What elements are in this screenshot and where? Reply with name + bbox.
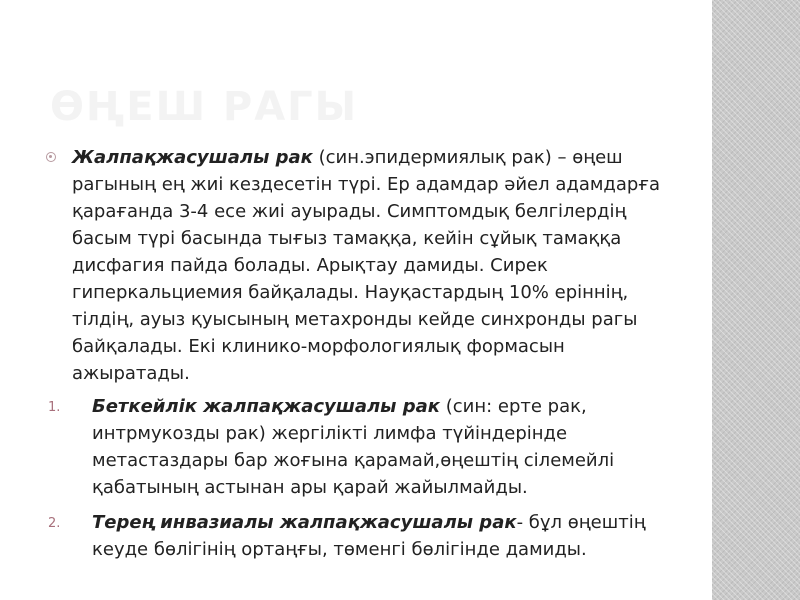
list-item-term: Беткейлік жалпақжасушалы рак xyxy=(92,396,440,417)
slide-title: ӨҢЕШ РАГЫ xyxy=(50,84,359,130)
slide-content xyxy=(46,144,686,571)
numbered-list xyxy=(46,393,686,563)
intro-term: Жалпақжасушалы рак xyxy=(72,147,313,168)
list-item-term: Терең инвазиалы жалпақжасушалы рак xyxy=(92,512,517,533)
list-item xyxy=(46,509,686,563)
list-number: 1. xyxy=(48,400,61,415)
intro-paragraph xyxy=(46,144,686,387)
list-number: 2. xyxy=(48,516,61,531)
bullet-icon xyxy=(46,152,56,162)
intro-text: (син.эпидермиялық рак) – өңеш рагының ең жиі кездесетін түрі. Ер адамдар әйел адамдарға қарағанда 3-4 есе жиі ауырады. Симптомдық белгілердің басым түрі басында тығыз тамаққа, кейін сұйық тамаққа дисфагия пайда болады. Арықтау дамиды. Сирек гиперкальциемия байқалады. Науқастардың 10% ерiннің, тілдің, ауыз қуысының метахронды кейде синхронды рагы байқалады. Екі клинико-морфологиялық формасын ажыратады. xyxy=(72,147,660,384)
list-item-text: (син: ерте рак, интрмукозды рак) жергілікті лимфа түйіндерінде метастаздары бар жоғына қарамай,өңештің сілемейлі қабатының астынан ары қарай жайылмайды. xyxy=(92,396,615,498)
list-item-text: - бұл өңештің кеуде бөлігінің ортаңғы, төменгі бөлігінде дамиды. xyxy=(92,512,646,560)
decorative-side-panel xyxy=(712,0,800,600)
list-item xyxy=(46,393,686,501)
